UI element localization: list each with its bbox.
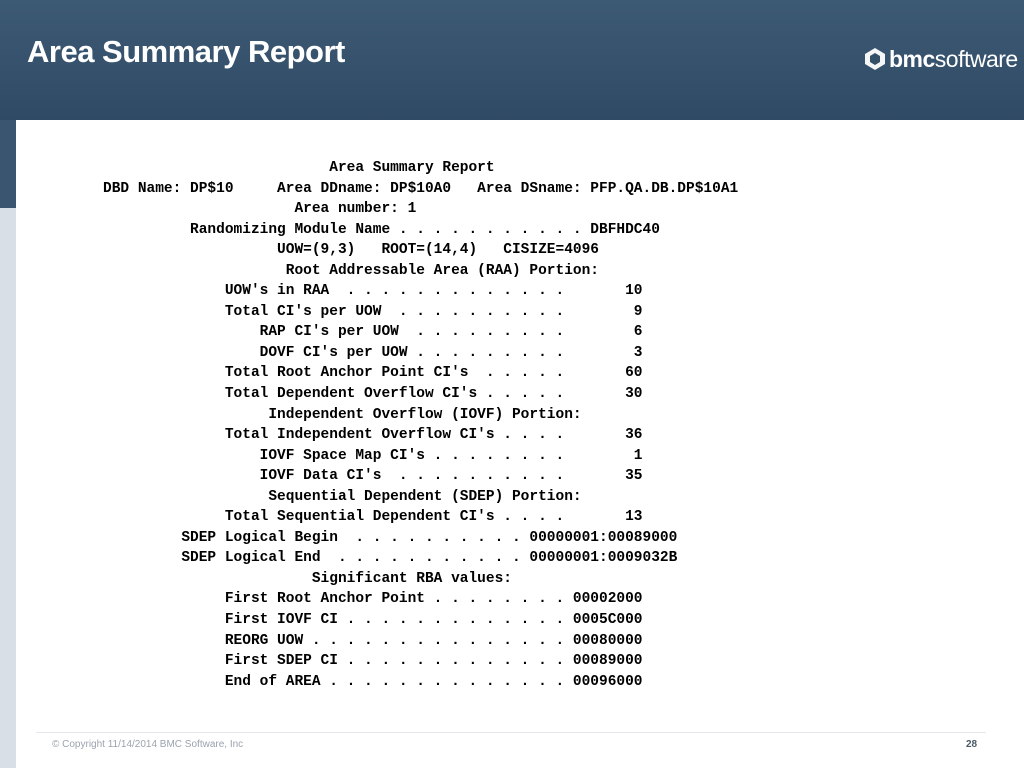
report-line: End of AREA . . . . . . . . . . . . . . 00096000 (16, 673, 643, 690)
report-line: First SDEP CI . . . . . . . . . . . . . 00089000 (16, 653, 643, 670)
report-line: Total CI's per UOW . . . . . . . . . . 9 (16, 303, 643, 320)
report-line: DBD Name: DP$10 Area DDname: DP$10A0 Area DSname: PFP.QA.DB.DP$10A1 (16, 180, 739, 197)
report-line: Independent Overflow (IOVF) Portion: (16, 406, 582, 423)
report-line: Randomizing Module Name . . . . . . . . . . . DBFHDC40 (16, 221, 660, 238)
report-line: Sequential Dependent (SDEP) Portion: (16, 488, 582, 505)
report-line: First Root Anchor Point . . . . . . . . 00002000 (16, 591, 643, 608)
page-number: 28 (966, 739, 978, 750)
left-accent-band (0, 120, 16, 208)
report-line: UOW=(9,3) ROOT=(14,4) CISIZE=4096 (16, 242, 599, 259)
area-summary-report (16, 158, 738, 692)
bmc-software-logo (864, 44, 1018, 74)
report-line: DOVF CI's per UOW . . . . . . . . . 3 (16, 344, 643, 361)
footer-copyright: © Copyright 11/14/2014 BMC Software, Inc (52, 739, 244, 750)
report-line: SDEP Logical End . . . . . . . . . . . 00000001:0009032B (16, 550, 678, 567)
report-line: Area number: 1 (16, 201, 417, 218)
report-line: Total Independent Overflow CI's . . . . 36 (16, 427, 643, 444)
report-line: Total Root Anchor Point CI's . . . . . 60 (16, 365, 643, 382)
report-line: SDEP Logical Begin . . . . . . . . . . 00000001:00089000 (16, 529, 678, 546)
slide-title: Area Summary Report (27, 34, 345, 69)
report-line: IOVF Space Map CI's . . . . . . . . 1 (16, 447, 643, 464)
report-line: Total Dependent Overflow CI's . . . . . 30 (16, 386, 643, 403)
report-line: Significant RBA values: (16, 570, 512, 587)
report-line: Root Addressable Area (RAA) Portion: (16, 262, 599, 279)
report-line: First IOVF CI . . . . . . . . . . . . . 0005C000 (16, 612, 643, 629)
report-line: REORG UOW . . . . . . . . . . . . . . . 00080000 (16, 632, 643, 649)
logo-text-software: software (934, 45, 1018, 72)
report-line: Area Summary Report (16, 160, 495, 176)
footer-divider (36, 732, 986, 733)
report-line: IOVF Data CI's . . . . . . . . . . 35 (16, 468, 643, 485)
bmc-mark-icon (864, 47, 886, 71)
slide-content-area (16, 120, 1024, 768)
logo-text-bmc: bmc (889, 45, 935, 72)
report-line: Total Sequential Dependent CI's . . . . 13 (16, 509, 643, 526)
report-line: UOW's in RAA . . . . . . . . . . . . . 10 (16, 283, 643, 300)
report-line: RAP CI's per UOW . . . . . . . . . 6 (16, 324, 643, 341)
